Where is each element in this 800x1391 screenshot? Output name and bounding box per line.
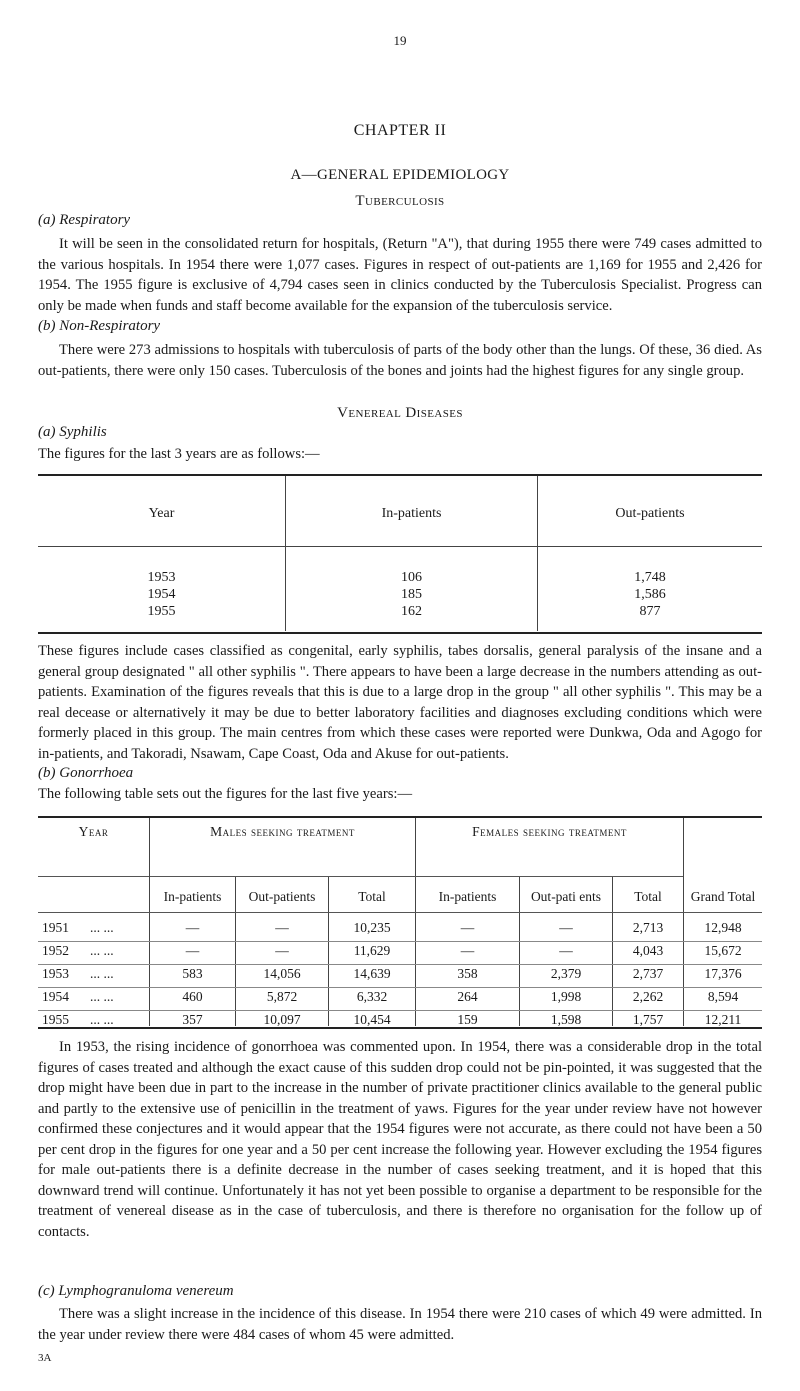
respiratory-label: (a) Respiratory	[38, 212, 131, 228]
gonorrhoea-data-cell: 2,262	[632, 989, 664, 1004]
gonorrhoea-header-male-outpatients: Out-patients	[248, 889, 316, 904]
venereal-heading: Venereal Diseases	[337, 405, 463, 421]
syphilis-outpatients-cell: 1,586	[634, 587, 666, 602]
gonorrhoea-data-cell: 11,629	[353, 943, 391, 958]
gonorrhoea-table	[38, 816, 762, 1030]
gonorrhoea-data-cell: 2,379	[550, 966, 582, 981]
syphilis-year-cell: 1953	[147, 570, 176, 585]
gonorrhoea-header-female-inpatients: In-patients	[438, 889, 497, 904]
syphilis-header-outpatients: Out-patients	[615, 506, 685, 521]
syphilis-header-year: Year	[148, 506, 175, 521]
gonorrhoea-leader-dots: ... ...	[90, 966, 114, 981]
syphilis-label: (a) Syphilis	[38, 424, 107, 440]
gonorrhoea-leader-dots: ... ...	[90, 989, 114, 1004]
gonorrhoea-header-male-total: Total	[358, 889, 386, 904]
gonorrhoea-year-cell: 1951	[42, 920, 69, 935]
gonorrhoea-data-cell: 583	[182, 966, 203, 981]
gonorrhoea-year-cell: 1953	[42, 966, 69, 981]
gonorrhoea-intro: The following table sets out the figures for the last five years:—	[38, 786, 413, 802]
gonorrhoea-data-cell: 358	[457, 966, 478, 981]
syphilis-inpatients-cell: 162	[401, 604, 422, 619]
gonorrhoea-header-grand-total: Grand Total	[690, 889, 756, 904]
gonorrhoea-data-cell: 10,097	[263, 1012, 301, 1027]
syphilis-intro: The figures for the last 3 years are as follows:—	[38, 446, 320, 462]
gonorrhoea-year-cell: 1955	[42, 1012, 69, 1027]
syphilis-paragraph: These figures include cases classified as congenital, early syphilis, tabes dorsalis, general paralysis of the insane and a general group designated " all other syphilis ". There appears to have been a large decrease in the numbers attending as out-patients. Examination of the figures reveals that this is due to a large drop in the group " all other syphilis ". This may be a real decease or alternatively it may be due to better laboratory facilities and diagnoses excluding conditions which were formerly placed in this group. The main centres from which these cases were reported were Dunkwa, Oda and Agogo for in-patients, and Takoradi, Nsawam, Cape Coast, Oda and Akuse for out-patients.	[38, 643, 762, 762]
tuberculosis-heading: Tuberculosis	[355, 193, 445, 209]
gonorrhoea-year-cell: 1952	[42, 943, 69, 958]
gonorrhoea-data-cell: —	[559, 943, 573, 958]
gonorrhoea-header-female-outpatients: Out-pati ents	[530, 889, 602, 904]
gonorrhoea-header-males: Males seeking treatment	[210, 824, 355, 839]
gonorrhoea-data-cell: —	[275, 920, 289, 935]
gonorrhoea-header-female-total: Total	[634, 889, 662, 904]
gonorrhoea-data-cell: 6,332	[356, 989, 388, 1004]
non-respiratory-label: (b) Non-Respiratory	[38, 318, 161, 334]
gonorrhoea-paragraph: In 1953, the rising incidence of gonorrhoea was commented upon. In 1954, there was a considerable drop in the total figures of cases treated and although the exact cause of this sudden drop could not be pin-pointed, it was suggested that the drop might have been due in part to the increase in the number of private practitioner clinics available to the general public and partly to the extensive use of penicillin in the treatment of yaws. Figures for the year under review have not however confirmed these conjectures and it would appear that the 1954 figures were not accurate, as there could not have been a 50 per cent drop in the figures for one year and a 50 per cent increase the following year. However excluding the 1954 figures for male out-patients there is a definite decrease in the number of cases seeking treatment, and it is hoped that this downward trend will continue. Unfortunately it has not yet been possible to organise a department to be responsible for the treatment of venereal disease as in the case of tuberculosis, and there is therefore no organisation for the follow up of contacts.	[38, 1039, 762, 1240]
lymphogranuloma-label: (c) Lymphogranuloma venereum	[38, 1283, 234, 1299]
gonorrhoea-data-cell: 1,998	[550, 989, 582, 1004]
gonorrhoea-data-cell: —	[460, 943, 475, 958]
gonorrhoea-data-cell: 12,948	[704, 920, 742, 935]
gonorrhoea-header-year: Year	[78, 824, 109, 839]
gonorrhoea-data-cell: 2,737	[632, 966, 664, 981]
gonorrhoea-data-cell: 10,454	[353, 1012, 391, 1027]
gonorrhoea-data-cell: 12,211	[704, 1012, 742, 1027]
gonorrhoea-header-females: Females seeking treatment	[472, 824, 627, 839]
gonorrhoea-data-cell: 357	[182, 1012, 203, 1027]
lymphogranuloma-paragraph: There was a slight increase in the incidence of this disease. In 1954 there were 210 cases of which 49 were admitted. In the year under review there were 484 cases of whom 45 were admitted.	[38, 1306, 762, 1343]
gonorrhoea-data-cell: —	[460, 920, 475, 935]
gonorrhoea-data-cell: 264	[457, 989, 478, 1004]
chapter-title: CHAPTER II	[353, 122, 447, 139]
gonorrhoea-leader-dots: ... ...	[90, 943, 114, 958]
gonorrhoea-data-cell: 159	[457, 1012, 478, 1027]
gonorrhoea-data-cell: —	[185, 920, 200, 935]
gonorrhoea-leader-dots: ... ...	[90, 920, 114, 935]
gonorrhoea-data-cell: 10,235	[353, 920, 391, 935]
syphilis-inpatients-cell: 185	[401, 587, 422, 602]
gonorrhoea-header-male-inpatients: In-patients	[163, 889, 222, 904]
gonorrhoea-data-cell: 14,639	[353, 966, 391, 981]
gonorrhoea-data-cell: 8,594	[707, 989, 739, 1004]
footer-signature-mark: 3A	[38, 1352, 52, 1364]
non-respiratory-paragraph: There were 273 admissions to hospitals with tuberculosis of parts of the body other than the lungs. Of these, 36 died. As out-patients, there were only 150 cases. Tuberculosis of the bones and joints had the highest figures for any single group.	[38, 342, 762, 379]
respiratory-paragraph: It will be seen in the consolidated return for hospitals, (Return "A"), that during 1955 there were 749 cases admitted to the various hospitals. In 1954 there were 1,077 cases. Figures in respect of out-patients are 1,169 for 1955 and 2,426 for 1954. The 1955 figure is exclusive of 4,794 cases seen in clinics conducted by the Tuberculosis Specialist. Progress can only be made when funds and staff become available for the expansion of the tuberculosis service.	[38, 236, 762, 314]
gonorrhoea-label: (b) Gonorrhoea	[38, 765, 134, 781]
gonorrhoea-data-cell: 15,672	[704, 943, 742, 958]
syphilis-outpatients-cell: 877	[639, 604, 661, 619]
gonorrhoea-data-cell: 460	[182, 989, 203, 1004]
section-title: A—GENERAL EPIDEMIOLOGY	[290, 167, 510, 183]
gonorrhoea-data-cell: 17,376	[704, 966, 742, 981]
syphilis-outpatients-cell: 1,748	[634, 570, 666, 585]
gonorrhoea-data-cell: 2,713	[632, 920, 664, 935]
syphilis-header-inpatients: In-patients	[381, 506, 442, 521]
page-number: 19	[393, 33, 407, 48]
gonorrhoea-data-cell: —	[559, 920, 573, 935]
syphilis-year-cell: 1955	[147, 604, 176, 619]
gonorrhoea-data-cell: 14,056	[263, 966, 301, 981]
gonorrhoea-data-cell: 5,872	[266, 989, 298, 1004]
gonorrhoea-data-cell: 4,043	[632, 943, 664, 958]
syphilis-table	[38, 474, 762, 636]
gonorrhoea-data-cell: 1,757	[632, 1012, 664, 1027]
syphilis-inpatients-cell: 106	[401, 570, 422, 585]
gonorrhoea-leader-dots: ... ...	[90, 1012, 114, 1027]
gonorrhoea-year-cell: 1954	[42, 989, 69, 1004]
gonorrhoea-data-cell: —	[275, 943, 289, 958]
syphilis-year-cell: 1954	[147, 587, 176, 602]
gonorrhoea-data-cell: —	[185, 943, 200, 958]
gonorrhoea-data-cell: 1,598	[550, 1012, 582, 1027]
